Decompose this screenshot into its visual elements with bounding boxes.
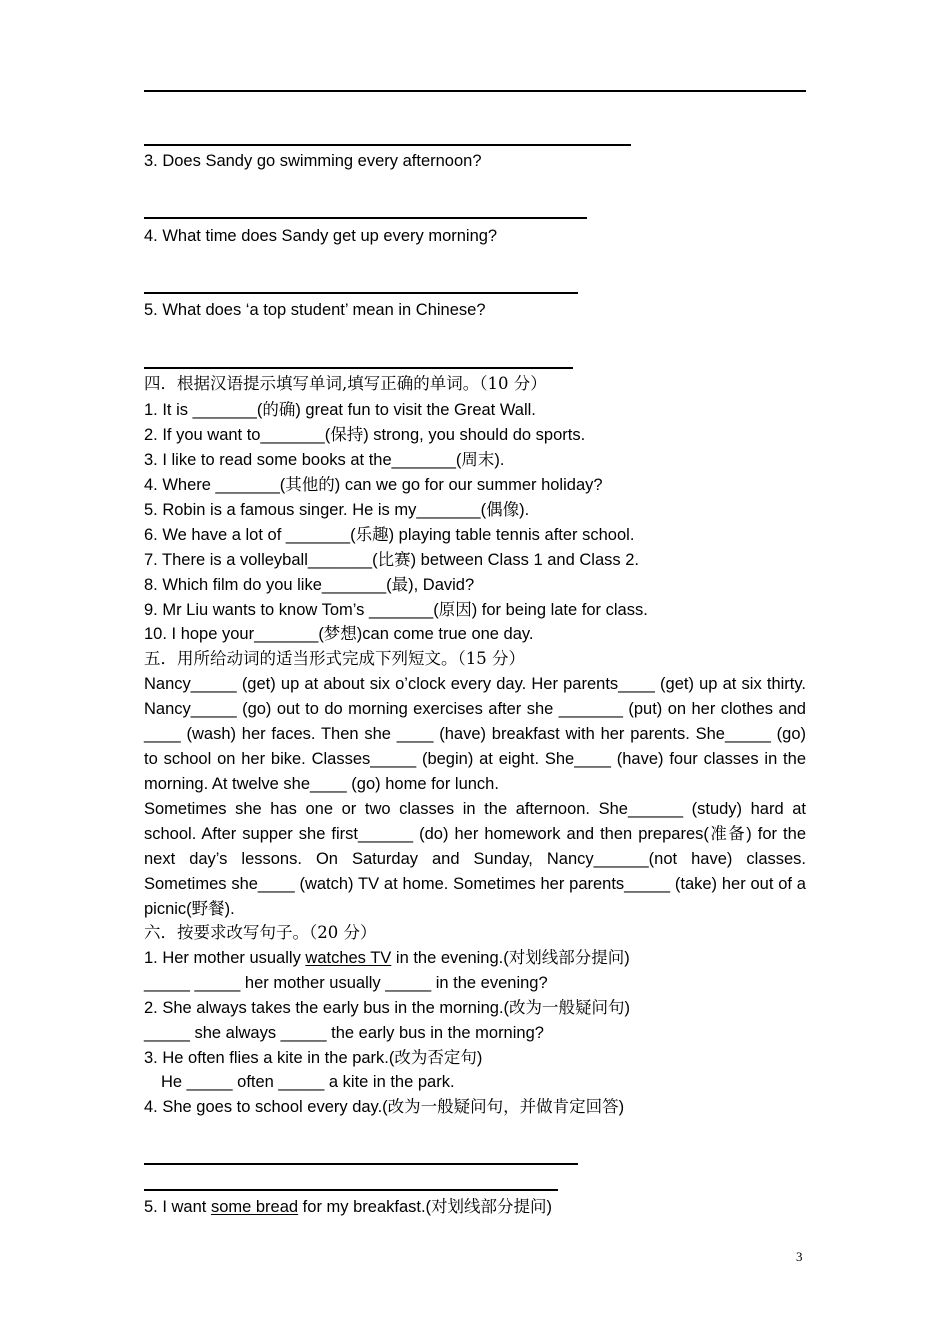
s4-item-7: 7. There is a volleyball_______(比赛) between Class 1 and Class 2. [144,551,639,569]
answer-line [144,367,573,369]
s4-item-2: 2. If you want to_______(保持) strong, you should do sports. [144,426,586,444]
answer-line [144,90,806,92]
s6-q5-underlined: some bread [210,1198,299,1216]
s4-item-5: 5. Robin is a famous singer. He is my_______(偶像). [144,501,530,519]
s6-q5-instruction: for my breakfast.(对划线部分提问) [298,1198,553,1216]
s6-answer-1: _____ _____ her mother usually _____ in the evening? [144,974,548,992]
section-6-heading: 六．按要求改写句子。（20 分） [144,923,377,942]
question-5: 5. What does ‘a top student’ mean in Chinese? [144,301,486,319]
s6-q1-instruction: in the evening.(对划线部分提问) [391,949,630,967]
s6-question-4: 4. She goes to school every day.(改为一般疑问句，并做肯定回答) [144,1098,625,1116]
s4-item-8: 8. Which film do you like_______(最), David? [144,576,475,594]
answer-line [144,144,631,146]
answer-line [144,1163,578,1165]
s6-answer-3: He _____ often _____ a kite in the park. [161,1073,455,1091]
s6-question-2: 2. She always takes the early bus in the morning.(改为一般疑问句) [144,999,631,1017]
s4-item-10: 10. I hope your_______(梦想)can come true one day. [144,625,534,643]
s5-paragraph-2: Sometimes she has one or two classes in the afternoon. She______ (study) hard at school. After supper she first______ (do) her homework and then prepares(准备) for the next day’s lessons. On Saturday and Sunday, Nancy______(not have) classes. Sometimes she____ (watch) TV at home. Sometimes her parents_____ (take) her out of a picnic(野餐). [144,800,806,918]
answer-line [144,1189,558,1191]
s6-q5-text: 5. I want [144,1198,211,1216]
s4-item-6: 6. We have a lot of _______(乐趣) playing table tennis after school. [144,526,635,544]
s6-q1-text: 1. Her mother usually [144,949,306,967]
section-4-heading: 四．根据汉语提示填写单词,填写正确的单词。（10 分） [144,374,547,393]
s6-q1-underlined: watches TV [305,949,392,967]
s6-answer-2: _____ she always _____ the early bus in the morning? [144,1024,544,1042]
s4-item-4: 4. Where _______(其他的) can we go for our summer holiday? [144,476,603,494]
answer-line [144,292,578,294]
s6-question-1 [144,948,630,968]
s6-question-3: 3. He often flies a kite in the park.(改为否定句) [144,1049,483,1067]
question-4: 4. What time does Sandy get up every morning? [144,227,498,245]
answer-line [144,217,587,219]
s4-item-3: 3. I like to read some books at the_______(周末). [144,451,505,469]
s6-question-5 [144,1197,552,1217]
question-3: 3. Does Sandy go swimming every afternoon? [144,152,482,170]
s4-item-1: 1. It is _______(的确) great fun to visit the Great Wall. [144,401,536,419]
s5-paragraph-1: Nancy_____ (get) up at about six o’clock every day. Her parents____ (get) up at six thirty. Nancy_____ (go) out to do morning exercises after she _______ (put) on her clothes and ____ (wash) her faces. Then she ____ (have) breakfast with her parents. She_____ (go) to school on her bike. Classes_____ (begin) at eight. She____ (have) four classes in the morning. At twelve she____ (go) home for lunch. [144,675,806,793]
page-number: 3 [796,1249,803,1264]
s4-item-9: 9. Mr Liu wants to know Tom’s _______(原因) for being late for class. [144,601,648,619]
section-5-heading: 五．用所给动词的适当形式完成下列短文。（15 分） [144,649,525,668]
